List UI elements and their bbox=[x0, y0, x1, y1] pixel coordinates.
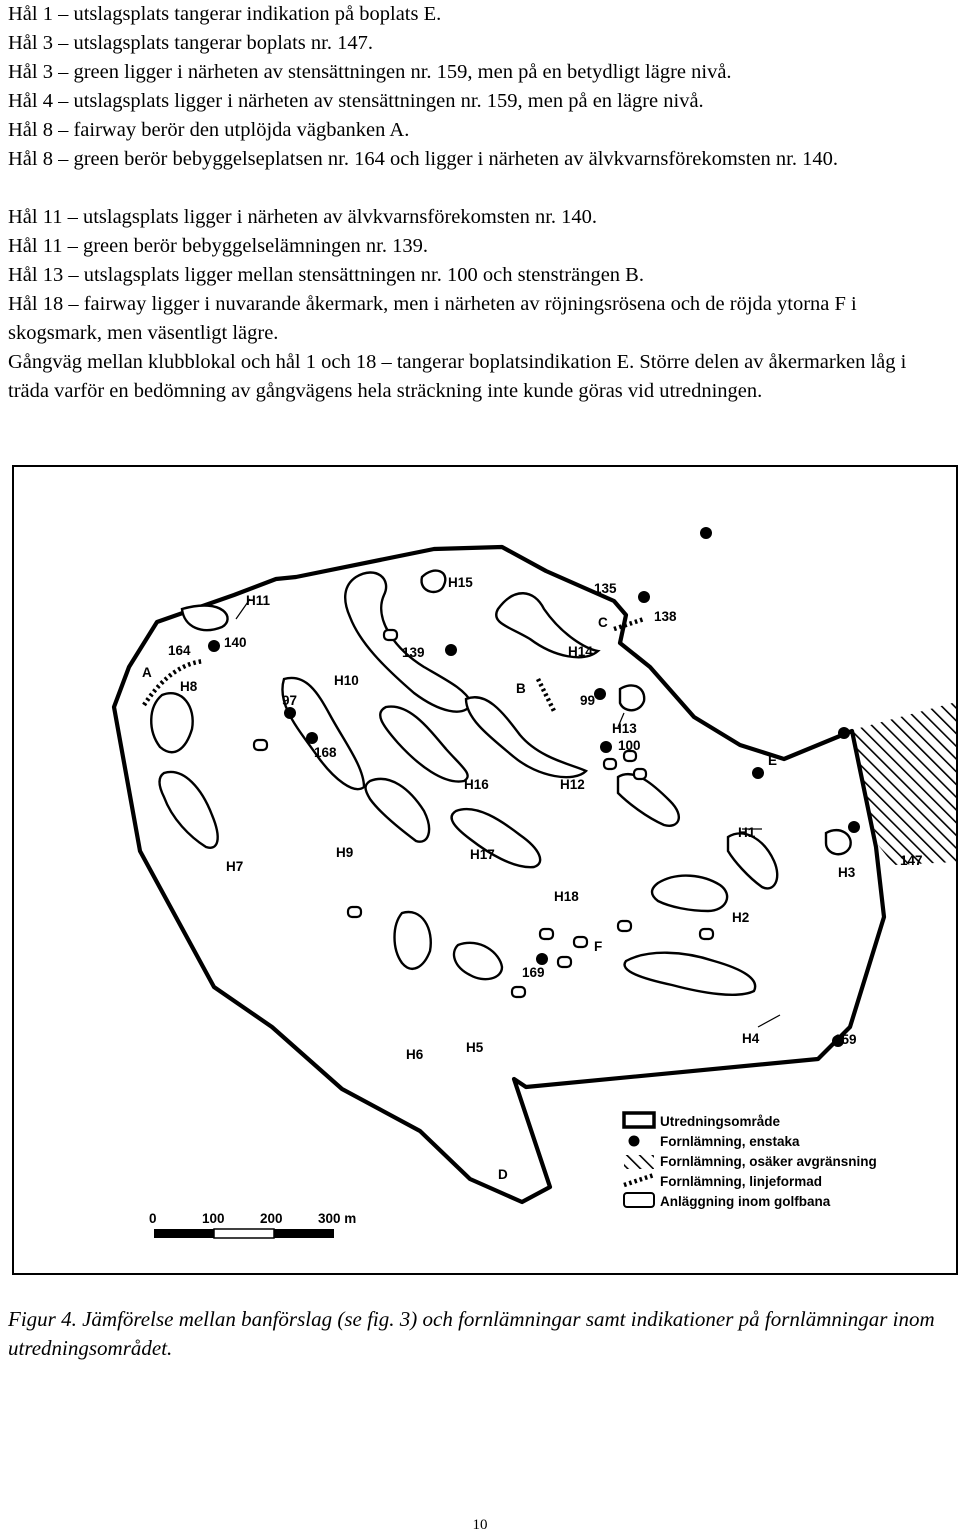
label-h3: H3 bbox=[838, 865, 856, 880]
legend-symbol-uncertain bbox=[624, 1155, 654, 1169]
site-marker bbox=[594, 688, 606, 700]
label-h7: H7 bbox=[226, 859, 244, 874]
site-marker bbox=[838, 727, 850, 739]
legend-linear: Fornlämning, linjeformad bbox=[660, 1174, 823, 1189]
label-c: C bbox=[598, 615, 608, 630]
label-168: 168 bbox=[314, 745, 337, 760]
site-marker bbox=[752, 767, 764, 779]
legend-single-site: Fornlämning, enstaka bbox=[660, 1134, 800, 1149]
label-d: D bbox=[498, 1167, 508, 1182]
paragraph-hole8-fairway: Hål 8 – fairway berör den utplöjda vägbanken A. bbox=[8, 119, 410, 141]
label-135: 135 bbox=[594, 581, 617, 596]
linear-c bbox=[614, 619, 644, 629]
green-marker bbox=[512, 987, 525, 997]
label-h15: H15 bbox=[448, 575, 473, 590]
green-marker bbox=[348, 907, 361, 917]
legend-symbol-single-site bbox=[629, 1136, 640, 1147]
paragraph-hole3-green: Hål 3 – green ligger i närheten av stensättningen nr. 159, men på en betydligt lägre nivå. bbox=[8, 61, 732, 83]
label-e: E bbox=[768, 753, 778, 768]
clearance-cairn bbox=[540, 929, 553, 939]
paragraph-hole1: Hål 1 – utslagsplats tangerar indikation på boplats E. bbox=[8, 3, 442, 25]
label-169: 169 bbox=[522, 965, 545, 980]
label-h18: H18 bbox=[554, 889, 579, 904]
site-marker bbox=[445, 644, 457, 656]
fairway-big bbox=[345, 572, 472, 711]
scale-tick-100: 100 bbox=[202, 1211, 225, 1226]
label-139: 139 bbox=[402, 645, 425, 660]
site-marker bbox=[208, 640, 220, 652]
fairway-h16 bbox=[452, 809, 541, 867]
paragraph-hole18: Hål 18 – fairway ligger i nuvarande åkermark, men i närheten av röjningsrösena och de röjda ytorna F i skogsmark, men väsentligt lägre. bbox=[8, 293, 857, 344]
fairway-h17 bbox=[366, 779, 430, 842]
clearance-cairn bbox=[700, 929, 713, 939]
fairway-h5 bbox=[454, 943, 502, 979]
label-100: 100 bbox=[618, 738, 641, 753]
label-h12: H12 bbox=[560, 777, 585, 792]
site-marker bbox=[306, 732, 318, 744]
paragraph-hole13: Hål 13 – utslagsplats ligger mellan stensättningen nr. 100 och stensträngen B. bbox=[8, 264, 644, 286]
page-number: 10 bbox=[472, 1517, 488, 1533]
clearance-cairn bbox=[558, 957, 571, 967]
label-138: 138 bbox=[654, 609, 677, 624]
label-h13: H13 bbox=[612, 721, 637, 736]
fairway-h2 bbox=[728, 833, 777, 888]
site-marker bbox=[284, 707, 296, 719]
clearance-cairn bbox=[574, 937, 587, 947]
label-h5: H5 bbox=[466, 1040, 484, 1055]
fairway-h15 bbox=[422, 571, 446, 592]
label-h10: H10 bbox=[334, 673, 359, 688]
fairway-h7 bbox=[160, 772, 218, 848]
paragraph-hole8-green: Hål 8 – green berör bebyggelseplatsen nr. 164 och ligger i närheten av älvkvarnsförekomsten nr. 140. bbox=[8, 148, 838, 170]
label-h1: H1 bbox=[738, 825, 756, 840]
legend-symbol-golf-facility bbox=[624, 1193, 654, 1207]
label-h9: H9 bbox=[336, 845, 354, 860]
label-h4: H4 bbox=[742, 1031, 760, 1046]
label-a: A bbox=[142, 665, 152, 680]
label-164: 164 bbox=[168, 643, 191, 658]
paragraph-hole3-tee: Hål 3 – utslagsplats tangerar boplats nr. 147. bbox=[8, 32, 373, 54]
fairway-h6 bbox=[395, 912, 431, 969]
stone-row-b bbox=[538, 679, 554, 711]
map-legend bbox=[624, 1113, 877, 1209]
clearance-cairn bbox=[604, 759, 616, 769]
area-e-hatch bbox=[852, 702, 956, 865]
paragraph-hole11-green: Hål 11 – green berör bebyggelselämningen nr. 139. bbox=[8, 235, 428, 257]
fairway-h18 bbox=[618, 774, 679, 826]
paragraph-hole11-tee: Hål 11 – utslagsplats ligger i närheten av älvkvarnsförekomsten nr. 140. bbox=[8, 206, 598, 228]
label-h2: H2 bbox=[732, 910, 750, 925]
paragraph-walkway: Gångväg mellan klubblokal och hål 1 och 18 – tangerar boplatsindikation E. Större delen av åkermarken låg i träda varför en bedömning av gångvägens hela sträckning inte kunde göras vid utredningen. bbox=[8, 351, 907, 402]
label-159: 159 bbox=[834, 1032, 857, 1047]
survey-map bbox=[14, 467, 956, 1273]
fairway-h1 bbox=[652, 876, 727, 911]
green-marker bbox=[384, 630, 397, 640]
label-h16: H16 bbox=[464, 777, 489, 792]
legend-symbol-linear bbox=[624, 1175, 654, 1185]
fairway-h4 bbox=[625, 953, 756, 995]
fairway-h11 bbox=[182, 605, 228, 630]
label-h11: H11 bbox=[246, 593, 271, 608]
map-figure bbox=[12, 465, 958, 1275]
legend-golf-facility: Anläggning inom golfbana bbox=[660, 1194, 831, 1209]
fairway-h12 bbox=[466, 697, 586, 777]
legend-symbol-survey-area bbox=[624, 1113, 654, 1127]
site-marker bbox=[638, 591, 650, 603]
label-h6: H6 bbox=[406, 1047, 424, 1062]
scale-tick-200: 200 bbox=[260, 1211, 283, 1226]
site-marker bbox=[600, 741, 612, 753]
site-marker bbox=[536, 953, 548, 965]
site-marker bbox=[848, 821, 860, 833]
label-99: 99 bbox=[580, 693, 596, 708]
legend-survey-area: Utredningsområde bbox=[660, 1114, 781, 1129]
label-h8: H8 bbox=[180, 679, 198, 694]
figure-caption: Figur 4. Jämförelse mellan banförslag (se fig. 3) och fornlämningar samt indikationer på fornlämningar inom utredningsområdet. bbox=[8, 1307, 935, 1360]
scale-tick-0: 0 bbox=[149, 1211, 157, 1226]
label-140: 140 bbox=[224, 635, 247, 650]
label-147: 147 bbox=[900, 853, 923, 868]
label-b: B bbox=[516, 681, 526, 696]
fairway-h10 bbox=[380, 707, 467, 782]
scale-bar bbox=[149, 1211, 356, 1238]
scale-tick-300: 300 m bbox=[318, 1211, 357, 1226]
site-marker bbox=[700, 527, 712, 539]
green-marker bbox=[254, 740, 267, 750]
label-97: 97 bbox=[282, 693, 298, 708]
fairway-h3 bbox=[826, 830, 851, 854]
fairway-h13 bbox=[620, 685, 644, 710]
label-h17: H17 bbox=[470, 847, 495, 862]
label-h14: H14 bbox=[568, 644, 593, 659]
clearance-cairn bbox=[618, 921, 631, 931]
clearance-cairn bbox=[634, 769, 646, 779]
fairway-h8 bbox=[151, 693, 192, 752]
paragraph-hole4: Hål 4 – utslagsplats ligger i närheten av stensättningen nr. 159, men på en lägre nivå. bbox=[8, 90, 704, 112]
pointer-line bbox=[758, 1015, 780, 1027]
legend-uncertain-boundary: Fornlämning, osäker avgränsning bbox=[660, 1154, 877, 1169]
label-f: F bbox=[594, 939, 603, 954]
